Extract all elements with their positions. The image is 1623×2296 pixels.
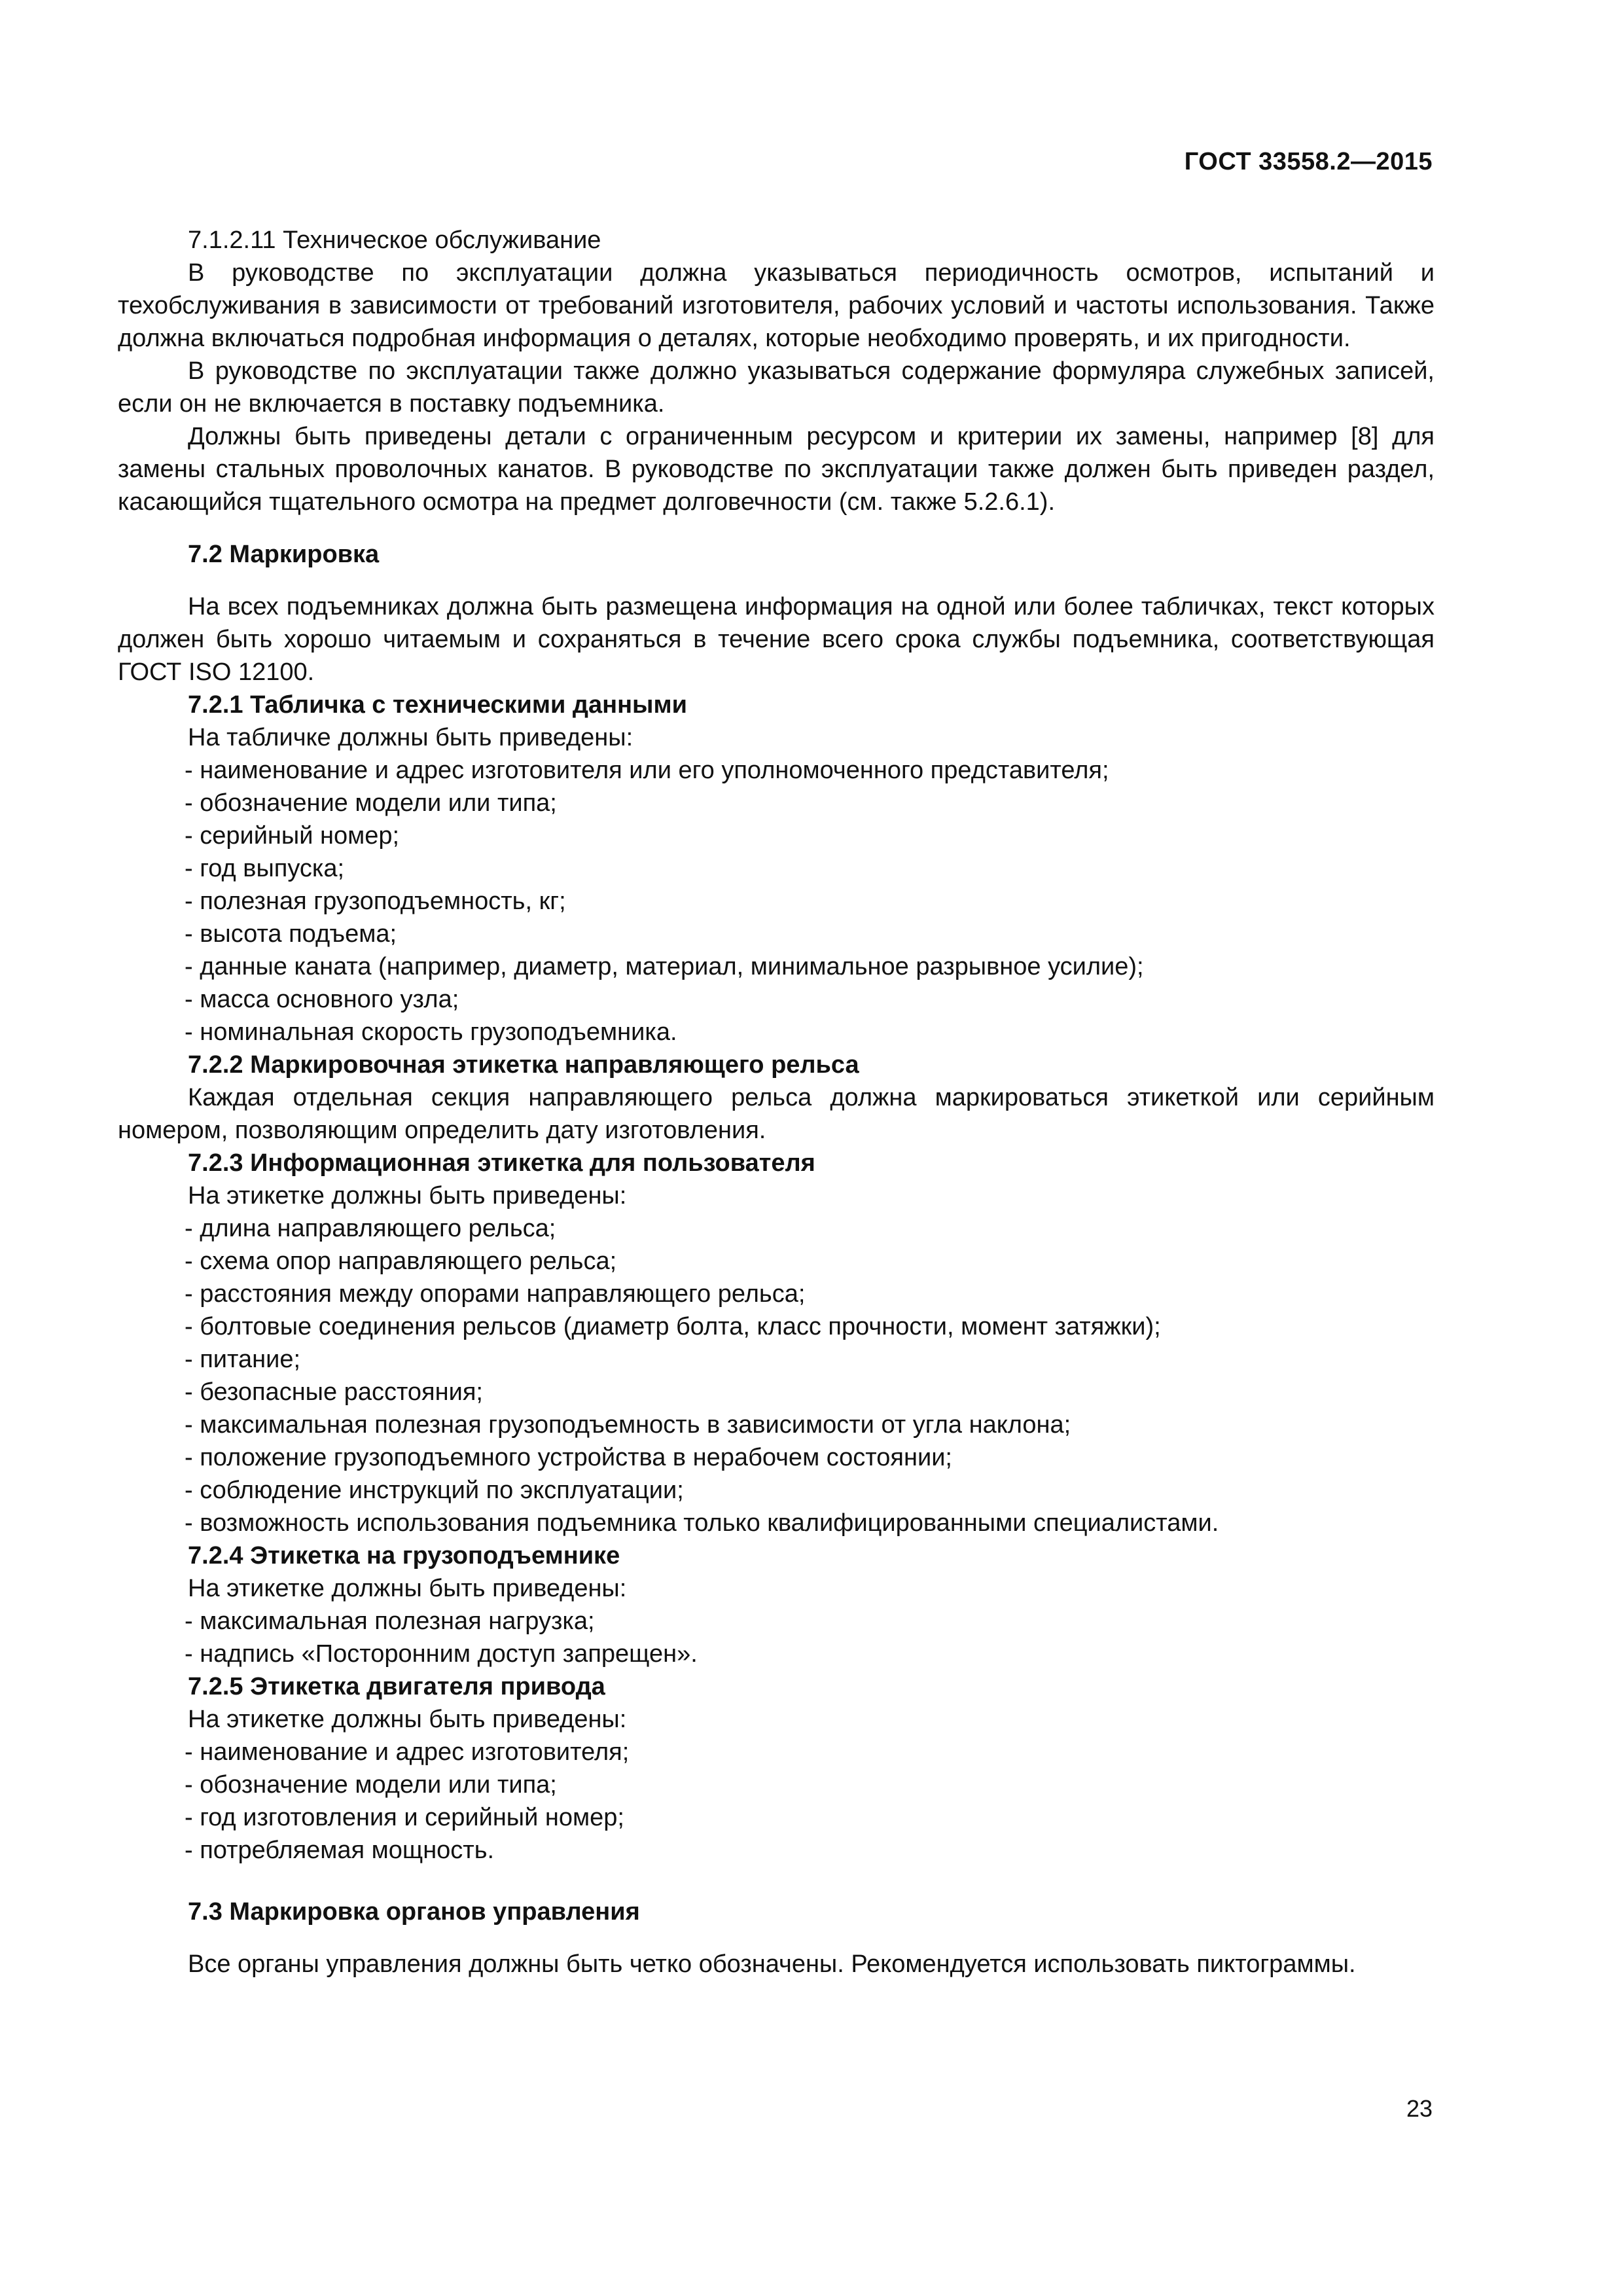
document-designation: ГОСТ 33558.2—2015 xyxy=(1184,148,1433,175)
paragraph: Все органы управления должны быть четко обозначены. Рекомендуется использовать пиктограммы. xyxy=(188,1950,1356,1978)
list-lead: На этикетке должны быть приведены: xyxy=(188,1575,627,1602)
section-heading-7-3: 7.3 Маркировка органов управления xyxy=(188,1898,640,1926)
paragraph: На всех подъемниках должна быть размещена информация на одной или более табличках, текст которых должен быть хорошо читаемым и сохраняться в течение всего срока службы подъемника, соответствующая ГОСТ ISO 12100. xyxy=(118,593,1435,686)
list-item: - надпись «Посторонним доступ запрещен». xyxy=(185,1640,698,1668)
list-item: - положение грузоподъемного устройства в нерабочем состоянии; xyxy=(185,1444,952,1471)
list-lead: На этикетке должны быть приведены: xyxy=(188,1706,627,1733)
list-item: - питание; xyxy=(185,1346,301,1373)
list-item: - максимальная полезная нагрузка; xyxy=(185,1607,595,1635)
section-heading-7-2-5: 7.2.5 Этикетка двигателя привода xyxy=(188,1673,605,1700)
paragraph: В руководстве по эксплуатации также должно указываться содержание формуляра служебных записей, если он не включается в поставку подъемника. xyxy=(118,357,1435,418)
page-body xyxy=(118,224,1435,1981)
list-item: - схема опор направляющего рельса; xyxy=(185,1247,617,1275)
list-item: - год выпуска; xyxy=(185,855,345,882)
list-item: - наименование и адрес изготовителя или его уполномоченного представителя; xyxy=(185,757,1109,784)
list-item: - длина направляющего рельса; xyxy=(185,1215,556,1242)
list-item: - расстояния между опорами направляющего рельса; xyxy=(185,1280,806,1308)
paragraph: В руководстве по эксплуатации должна указываться периодичность осмотров, испытаний и техобслуживания в зависимости от требований изготовителя, рабочих условий и частоты использования. Также должна включаться подробная информация о деталях, которые необходимо проверять, и их пригодности. xyxy=(118,259,1435,352)
list-item: - высота подъема; xyxy=(185,920,397,948)
section-heading-7-1-2-11: 7.1.2.11 Техническое обслуживание xyxy=(188,226,601,254)
paragraph: Должны быть приведены детали с ограниченным ресурсом и критерии их замены, например [8] для замены стальных проволочных канатов. В руководстве по эксплуатации также должен быть приведен раздел, касающийся тщательного осмотра на предмет долговечности (см. также 5.2.6.1). xyxy=(118,423,1435,516)
list-item: - данные каната (например, диаметр, материал, минимальное разрывное усилие); xyxy=(185,953,1144,980)
list-item: - болтовые соединения рельсов (диаметр болта, класс прочности, момент затяжки); xyxy=(185,1313,1161,1340)
list-item: - соблюдение инструкций по эксплуатации; xyxy=(185,1477,684,1504)
section-heading-7-2-2: 7.2.2 Маркировочная этикетка направляющего рельса xyxy=(188,1051,859,1079)
list-lead: На табличке должны быть приведены: xyxy=(188,724,633,751)
list-lead: На этикетке должны быть приведены: xyxy=(188,1182,627,1210)
paragraph: Каждая отдельная секция направляющего рельса должна маркироваться этикеткой или серийным номером, позволяющим определить дату изготовления. xyxy=(118,1084,1435,1144)
page-number: 23 xyxy=(1406,2095,1433,2122)
list-7-2-4 xyxy=(118,1605,1435,1670)
list-item: - номинальная скорость грузоподъемника. xyxy=(185,1018,677,1046)
list-7-2-3 xyxy=(118,1212,1435,1539)
list-item: - максимальная полезная грузоподъемность в зависимости от угла наклона; xyxy=(185,1411,1071,1439)
list-item: - серийный номер; xyxy=(185,822,400,850)
list-item: - безопасные расстояния; xyxy=(185,1378,483,1406)
section-heading-7-2-4: 7.2.4 Этикетка на грузоподъемнике xyxy=(188,1542,620,1570)
section-heading-7-2-3: 7.2.3 Информационная этикетка для пользователя xyxy=(188,1149,815,1177)
list-item: - возможность использования подъемника только квалифицированными специалистами. xyxy=(185,1509,1219,1537)
list-item: - обозначение модели или типа; xyxy=(185,1771,557,1799)
list-item: - потребляемая мощность. xyxy=(185,1837,495,1864)
list-item: - наименование и адрес изготовителя; xyxy=(185,1738,630,1766)
list-item: - год изготовления и серийный номер; xyxy=(185,1804,624,1831)
list-item: - масса основного узла; xyxy=(185,986,459,1013)
list-item: - полезная грузоподъемность, кг; xyxy=(185,888,566,915)
section-heading-7-2-1: 7.2.1 Табличка с техническими данными xyxy=(188,691,687,719)
list-item: - обозначение модели или типа; xyxy=(185,789,557,817)
section-heading-7-2: 7.2 Маркировка xyxy=(188,541,380,568)
list-7-2-5 xyxy=(118,1736,1435,1867)
list-7-2-1 xyxy=(118,754,1435,1049)
